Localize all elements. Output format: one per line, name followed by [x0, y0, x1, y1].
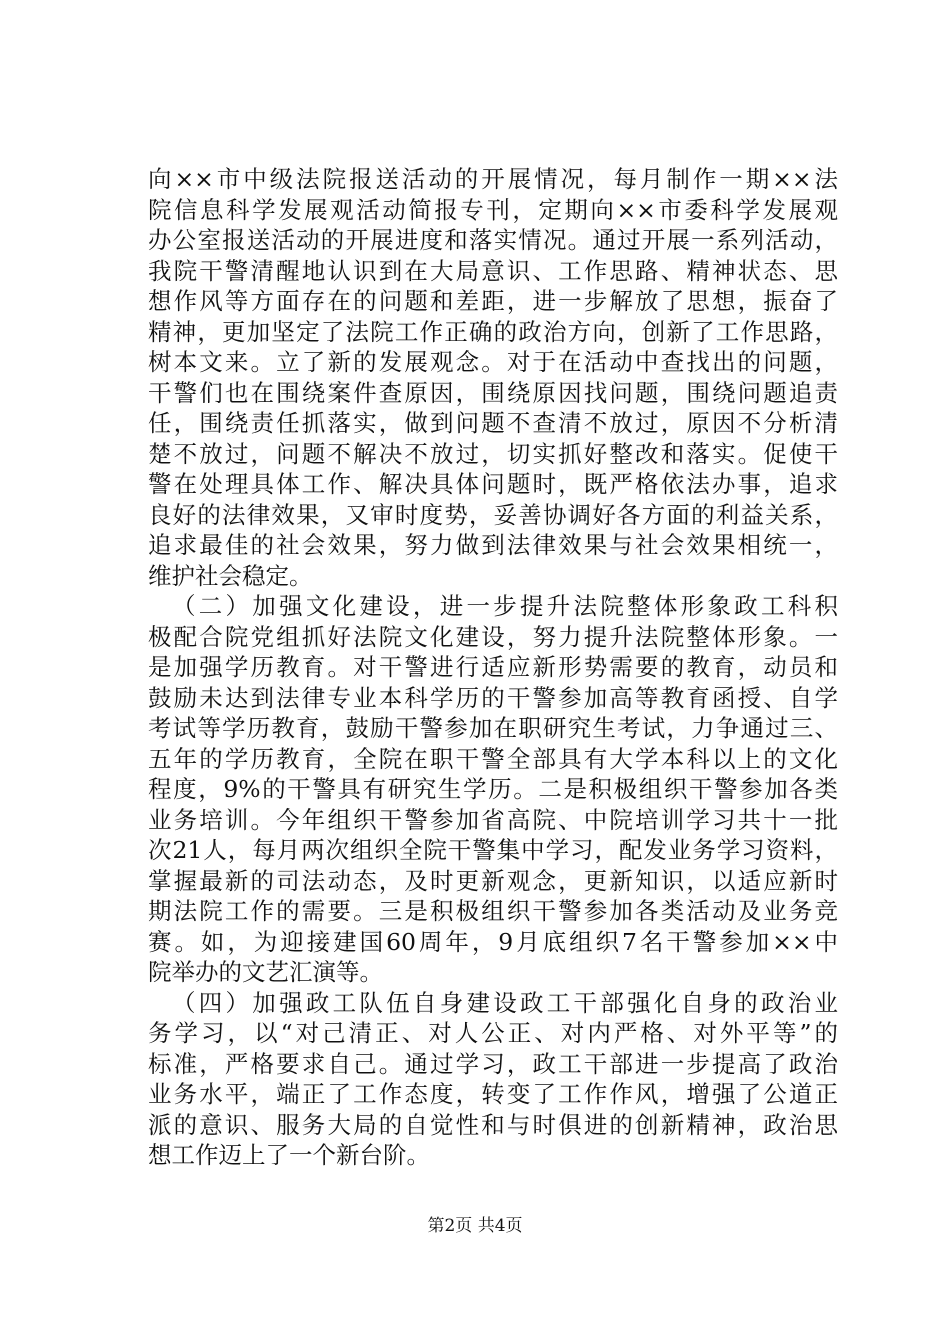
paragraph-continuation [148, 164, 838, 591]
text-line: 考试等学历教育，鼓励干警参加在职研究生考试，力争通过三、 [148, 714, 838, 742]
text-line: 精神，更加坚定了法院工作正确的政治方向，创新了工作思路， [148, 317, 838, 346]
text-line: 掌握最新的司法动态，及时更新观念，更新知识，以适应新时 [148, 866, 838, 895]
text-line: 向××市中级法院报送活动的开展情况，每月制作一期××法 [148, 165, 838, 193]
text-line: 次21人，每月两次组织全院干警集中学习，配发业务学习资料， [148, 836, 838, 864]
text-line: 业务水平，端正了工作态度，转变了工作作风，增强了公道正 [148, 1080, 838, 1108]
text-line: 干警们也在围绕案件查原因，围绕原因找问题，围绕问题追责 [148, 378, 838, 407]
text-line: 楚不放过，问题不解决不放过，切实抓好整改和落实。促使干 [148, 439, 838, 468]
text-line: 派的意识、服务大局的自觉性和与时俱进的创新精神，政治思 [148, 1110, 838, 1139]
text-line: 五年的学历教育，全院在职干警全部具有大学本科以上的文化 [148, 744, 838, 773]
text-line: 赛。如，为迎接建国60周年，9月底组织7名干警参加××中 [148, 927, 838, 956]
text-line: （四）加强政工队伍自身建设政工干部强化自身的政治业 [172, 988, 838, 1017]
text-line: 追求最佳的社会效果，努力做到法律效果与社会效果相统一， [148, 531, 838, 559]
paragraph-culture-building [148, 591, 838, 988]
text-line: 是加强学历教育。对干警进行适应新形势需要的教育，动员和 [148, 653, 838, 681]
text-line: 程度，9%的干警具有研究生学历。二是积极组织干警参加各类 [148, 775, 838, 803]
text-line: （二）加强文化建设，进一步提升法院整体形象政工科积 [172, 592, 838, 620]
text-line: 良好的法律效果，又审时度势，妥善协调好各方面的利益关系， [148, 500, 838, 529]
text-line: 我院干警清醒地认识到在大局意识、工作思路、精神状态、思 [148, 256, 838, 285]
text-line: 树本文来。立了新的发展观念。对于在活动中查找出的问题， [148, 348, 838, 376]
text-line: 极配合院党组抓好法院文化建设，努力提升法院整体形象。一 [148, 622, 838, 651]
text-line: 标准，严格要求自己。通过学习，政工干部进一步提高了政治 [148, 1049, 838, 1078]
text-line: 业务培训。今年组织干警参加省高院、中院培训学习共十一批 [148, 805, 838, 834]
text-line: 院举办的文艺汇演等。 [148, 958, 383, 986]
text-line: 警在处理具体工作、解决具体问题时，既严格依法办事，追求 [148, 470, 838, 498]
text-line: 想工作迈上了一个新台阶。 [148, 1141, 430, 1169]
text-line: 办公室报送活动的开展进度和落实情况。通过开展一系列活动， [148, 226, 838, 254]
text-line: 院信息科学发展观活动简报专刊，定期向××市委科学发展观 [148, 195, 838, 224]
page-number-footer: 第2页 共4页 [427, 1216, 523, 1236]
paragraph-team-building [148, 988, 838, 1171]
text-line: 任，围绕责任抓落实，做到问题不查清不放过，原因不分析清 [148, 409, 838, 437]
text-line: 想作风等方面存在的问题和差距，进一步解放了思想，振奋了 [148, 287, 838, 315]
text-line: 务学习，以“对己清正、对人公正、对内严格、对外平等”的 [148, 1019, 838, 1047]
document-body [148, 164, 838, 1171]
text-line: 期法院工作的需要。三是积极组织干警参加各类活动及业务竞 [148, 897, 838, 925]
text-line: 鼓励未达到法律专业本科学历的干警参加高等教育函授、自学 [148, 683, 838, 712]
text-line: 维护社会稳定。 [148, 561, 313, 590]
